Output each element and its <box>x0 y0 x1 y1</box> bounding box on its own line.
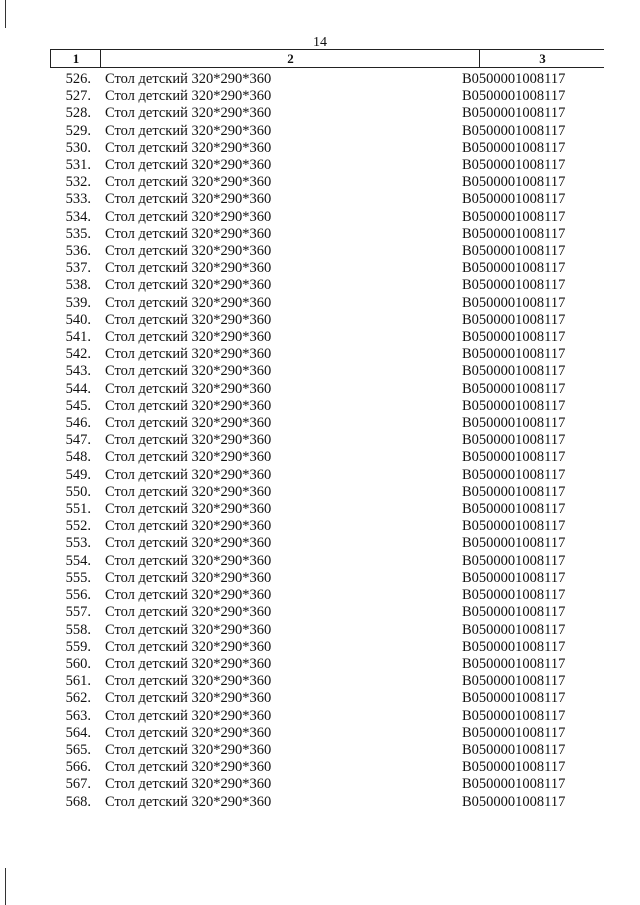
row-number: 562. <box>65 690 91 707</box>
scan-edge-mark <box>5 868 6 905</box>
item-name: Стол детский 320*290*360 <box>105 157 272 174</box>
table-row <box>0 295 640 312</box>
inventory-code: В0500001008117 <box>462 363 566 380</box>
inventory-code: В0500001008117 <box>462 587 566 604</box>
table-row <box>0 346 640 363</box>
column-header-2: 2 <box>100 50 480 67</box>
row-number: 555. <box>65 569 91 586</box>
item-name: Стол детский 320*290*360 <box>105 380 272 397</box>
row-number: 563. <box>65 707 91 724</box>
inventory-code: В0500001008117 <box>462 449 566 466</box>
item-name: Стол детский 320*290*360 <box>105 415 272 432</box>
table-row <box>0 622 640 639</box>
inventory-code: В0500001008117 <box>462 741 566 758</box>
row-number: 541. <box>65 329 91 346</box>
item-name: Стол детский 320*290*360 <box>105 776 272 793</box>
item-name: Стол детский 320*290*360 <box>105 655 272 672</box>
row-number: 534. <box>65 208 91 225</box>
scan-edge-mark <box>5 0 6 28</box>
item-name: Стол детский 320*290*360 <box>105 71 272 87</box>
table-row <box>0 759 640 776</box>
item-name: Стол детский 320*290*360 <box>105 139 272 156</box>
item-name: Стол детский 320*290*360 <box>105 569 272 586</box>
table-row <box>0 123 640 140</box>
item-name: Стол детский 320*290*360 <box>105 724 272 741</box>
item-name: Стол детский 320*290*360 <box>105 294 272 311</box>
inventory-code: В0500001008117 <box>462 157 566 174</box>
table-row <box>0 518 640 535</box>
item-name: Стол детский 320*290*360 <box>105 587 272 604</box>
row-number: 548. <box>65 449 91 466</box>
row-number: 543. <box>65 363 91 380</box>
inventory-code: В0500001008117 <box>462 432 566 449</box>
inventory-code: В0500001008117 <box>462 673 566 690</box>
item-name: Стол детский 320*290*360 <box>105 191 272 208</box>
row-number: 549. <box>65 466 91 483</box>
table-row <box>0 553 640 570</box>
inventory-code: В0500001008117 <box>462 724 566 741</box>
table-row <box>0 329 640 346</box>
table-row <box>0 794 640 811</box>
inventory-code: В0500001008117 <box>462 208 566 225</box>
item-name: Стол детский 320*290*360 <box>105 638 272 655</box>
row-number: 536. <box>65 243 91 260</box>
inventory-code: В0500001008117 <box>462 71 566 87</box>
row-number: 540. <box>65 311 91 328</box>
table-row <box>0 587 640 604</box>
table-row <box>0 449 640 466</box>
row-number: 527. <box>65 88 91 105</box>
item-name: Стол детский 320*290*360 <box>105 449 272 466</box>
inventory-code: В0500001008117 <box>462 88 566 105</box>
inventory-code: В0500001008117 <box>462 139 566 156</box>
table-row <box>0 226 640 243</box>
table-row <box>0 742 640 759</box>
table-row <box>0 570 640 587</box>
table-row <box>0 725 640 742</box>
inventory-code: В0500001008117 <box>462 225 566 242</box>
item-name: Стол детский 320*290*360 <box>105 741 272 758</box>
item-name: Стол детский 320*290*360 <box>105 690 272 707</box>
row-number: 561. <box>65 673 91 690</box>
inventory-code: В0500001008117 <box>462 638 566 655</box>
inventory-code: В0500001008117 <box>462 466 566 483</box>
inventory-code: В0500001008117 <box>462 569 566 586</box>
inventory-code: В0500001008117 <box>462 260 566 277</box>
item-name: Стол детский 320*290*360 <box>105 174 272 191</box>
inventory-code: В0500001008117 <box>462 294 566 311</box>
column-header-1: 1 <box>50 50 101 67</box>
row-number: 553. <box>65 535 91 552</box>
inventory-code: В0500001008117 <box>462 380 566 397</box>
inventory-code: В0500001008117 <box>462 397 566 414</box>
row-number: 547. <box>65 432 91 449</box>
table-row <box>0 363 640 380</box>
row-number: 550. <box>65 483 91 500</box>
inventory-code: В0500001008117 <box>462 776 566 793</box>
item-name: Стол детский 320*290*360 <box>105 363 272 380</box>
item-name: Стол детский 320*290*360 <box>105 122 272 139</box>
column-header-3: 3 <box>479 50 605 67</box>
item-name: Стол детский 320*290*360 <box>105 535 272 552</box>
row-number: 528. <box>65 105 91 122</box>
table-row <box>0 639 640 656</box>
item-name: Стол детский 320*290*360 <box>105 621 272 638</box>
inventory-code: В0500001008117 <box>462 346 566 363</box>
item-name: Стол детский 320*290*360 <box>105 707 272 724</box>
row-number: 545. <box>65 397 91 414</box>
row-number: 556. <box>65 587 91 604</box>
table-row <box>0 157 640 174</box>
inventory-code: В0500001008117 <box>462 518 566 535</box>
row-number: 533. <box>65 191 91 208</box>
table-row <box>0 88 640 105</box>
item-name: Стол детский 320*290*360 <box>105 673 272 690</box>
inventory-code: В0500001008117 <box>462 174 566 191</box>
inventory-code: В0500001008117 <box>462 501 566 518</box>
table-row <box>0 191 640 208</box>
table-row <box>0 484 640 501</box>
inventory-code: В0500001008117 <box>462 311 566 328</box>
item-name: Стол детский 320*290*360 <box>105 329 272 346</box>
row-number: 532. <box>65 174 91 191</box>
inventory-code: В0500001008117 <box>462 793 566 810</box>
row-number: 546. <box>65 415 91 432</box>
inventory-code: В0500001008117 <box>462 604 566 621</box>
inventory-code: В0500001008117 <box>462 552 566 569</box>
item-name: Стол детский 320*290*360 <box>105 225 272 242</box>
item-name: Стол детский 320*290*360 <box>105 260 272 277</box>
row-number: 567. <box>65 776 91 793</box>
table-row <box>0 381 640 398</box>
row-number: 551. <box>65 501 91 518</box>
item-name: Стол детский 320*290*360 <box>105 483 272 500</box>
inventory-code: В0500001008117 <box>462 243 566 260</box>
table-row <box>0 260 640 277</box>
inventory-code: В0500001008117 <box>462 415 566 432</box>
table-header <box>50 49 604 68</box>
page-number: 14 <box>313 35 327 50</box>
table-row <box>0 277 640 294</box>
table-row <box>0 432 640 449</box>
row-number: 558. <box>65 621 91 638</box>
inventory-code: В0500001008117 <box>462 329 566 346</box>
item-name: Стол детский 320*290*360 <box>105 105 272 122</box>
table-row <box>0 71 640 88</box>
row-number: 530. <box>65 139 91 156</box>
row-number: 539. <box>65 294 91 311</box>
inventory-code: В0500001008117 <box>462 277 566 294</box>
item-name: Стол детский 320*290*360 <box>105 518 272 535</box>
inventory-code: В0500001008117 <box>462 535 566 552</box>
row-number: 531. <box>65 157 91 174</box>
table-row <box>0 415 640 432</box>
table-row <box>0 656 640 673</box>
inventory-code: В0500001008117 <box>462 655 566 672</box>
row-number: 564. <box>65 724 91 741</box>
inventory-code: В0500001008117 <box>462 759 566 776</box>
item-name: Стол детский 320*290*360 <box>105 759 272 776</box>
table-row <box>0 140 640 157</box>
inventory-code: В0500001008117 <box>462 621 566 638</box>
row-number: 554. <box>65 552 91 569</box>
table-row <box>0 209 640 226</box>
table-row <box>0 105 640 122</box>
item-name: Стол детский 320*290*360 <box>105 208 272 225</box>
row-number: 559. <box>65 638 91 655</box>
item-name: Стол детский 320*290*360 <box>105 604 272 621</box>
table-body <box>0 71 640 811</box>
row-number: 526. <box>65 71 91 87</box>
item-name: Стол детский 320*290*360 <box>105 793 272 810</box>
table-row <box>0 535 640 552</box>
table-row <box>0 776 640 793</box>
row-number: 538. <box>65 277 91 294</box>
inventory-code: В0500001008117 <box>462 105 566 122</box>
item-name: Стол детский 320*290*360 <box>105 346 272 363</box>
row-number: 529. <box>65 122 91 139</box>
row-number: 560. <box>65 655 91 672</box>
inventory-code: В0500001008117 <box>462 483 566 500</box>
item-name: Стол детский 320*290*360 <box>105 277 272 294</box>
table-row <box>0 174 640 191</box>
row-number: 537. <box>65 260 91 277</box>
item-name: Стол детский 320*290*360 <box>105 311 272 328</box>
item-name: Стол детский 320*290*360 <box>105 552 272 569</box>
inventory-code: В0500001008117 <box>462 690 566 707</box>
table-row <box>0 501 640 518</box>
table-row <box>0 243 640 260</box>
row-number: 544. <box>65 380 91 397</box>
item-name: Стол детский 320*290*360 <box>105 397 272 414</box>
row-number: 535. <box>65 225 91 242</box>
table-row <box>0 708 640 725</box>
inventory-code: В0500001008117 <box>462 191 566 208</box>
item-name: Стол детский 320*290*360 <box>105 243 272 260</box>
table-row <box>0 312 640 329</box>
row-number: 552. <box>65 518 91 535</box>
inventory-code: В0500001008117 <box>462 122 566 139</box>
row-number: 542. <box>65 346 91 363</box>
inventory-code: В0500001008117 <box>462 707 566 724</box>
item-name: Стол детский 320*290*360 <box>105 466 272 483</box>
row-number: 565. <box>65 741 91 758</box>
table-row <box>0 690 640 707</box>
item-name: Стол детский 320*290*360 <box>105 432 272 449</box>
table-row <box>0 604 640 621</box>
table-row <box>0 467 640 484</box>
table-row <box>0 673 640 690</box>
table-row <box>0 398 640 415</box>
item-name: Стол детский 320*290*360 <box>105 501 272 518</box>
row-number: 557. <box>65 604 91 621</box>
row-number: 566. <box>65 759 91 776</box>
row-number: 568. <box>65 793 91 810</box>
item-name: Стол детский 320*290*360 <box>105 88 272 105</box>
